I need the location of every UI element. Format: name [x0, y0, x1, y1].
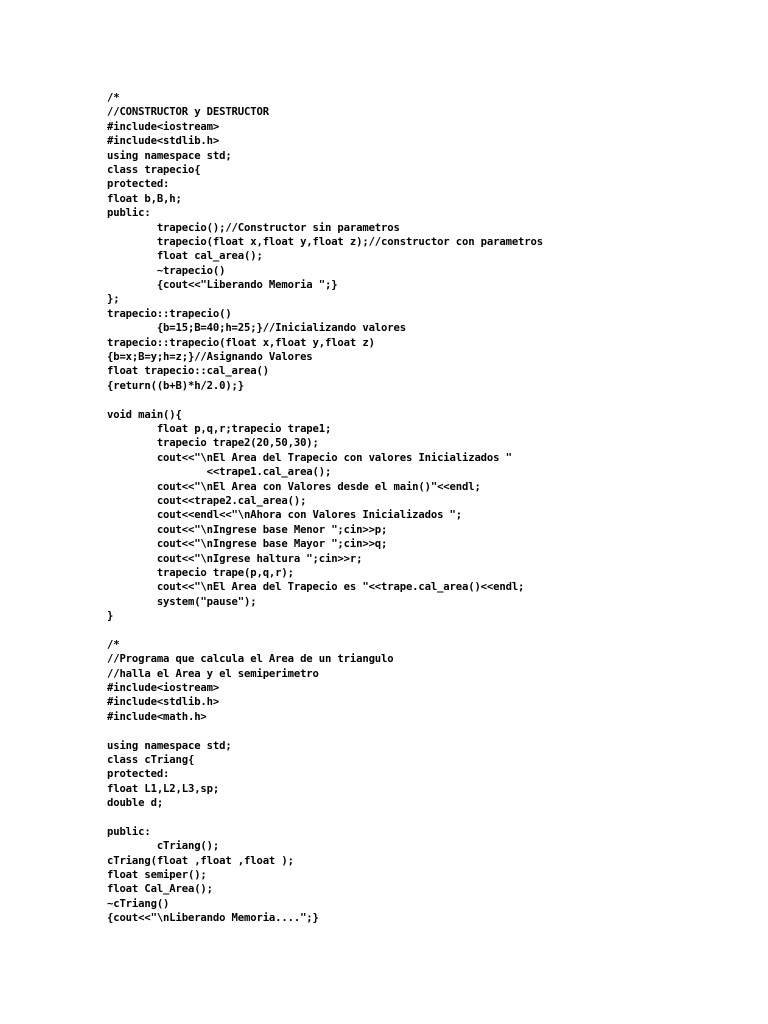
- code-line: //Programa que calcula el Area de un triangulo: [107, 653, 394, 666]
- code-line: #include<math.h>: [107, 710, 207, 723]
- code-line: trapecio();//Constructor sin parametros: [107, 221, 400, 234]
- code-line: #include<iostream>: [107, 120, 220, 133]
- code-line: public:: [107, 825, 151, 838]
- code-line: cout<<"\nIngrese base Mayor ";cin>>q;: [107, 538, 388, 551]
- code-line: trapecio::trapecio(float x,float y,float z): [107, 336, 375, 349]
- code-block-ctriang-public: [107, 825, 747, 926]
- code-line: cout<<"\nIngrese base Menor ";cin>>p;: [107, 523, 388, 536]
- code-line: //halla el Area y el semiperimetro: [107, 667, 319, 680]
- code-line: class trapecio{: [107, 163, 201, 176]
- code-line: trapecio(float x,float y,float z);//constructor con parametros: [107, 235, 543, 248]
- blank-line: [107, 811, 747, 825]
- code-line: using namespace std;: [107, 149, 232, 162]
- code-line: //CONSTRUCTOR y DESTRUCTOR: [107, 106, 269, 119]
- code-line: cout<<"\nEl Area con Valores desde el main()"<<endl;: [107, 480, 481, 493]
- code-line: trapecio trape2(20,50,30);: [107, 437, 319, 450]
- code-line: double d;: [107, 797, 164, 810]
- code-line: {b=x;B=y;h=z;}//Asignando Valores: [107, 351, 313, 364]
- code-line: cout<<endl<<"\nAhora con Valores Inicializados ";: [107, 509, 462, 522]
- code-line: float Cal_Area();: [107, 883, 213, 896]
- code-line: trapecio trape(p,q,r);: [107, 566, 294, 579]
- code-line: trapecio::trapecio(): [107, 307, 232, 320]
- code-line: cout<<"\nEl Area del Trapecio es "<<trape.cal_area()<<endl;: [107, 581, 525, 594]
- code-line: };: [107, 293, 120, 306]
- code-line: #include<iostream>: [107, 682, 220, 695]
- code-line: ~cTriang(): [107, 897, 170, 910]
- blank-line: [107, 393, 747, 407]
- code-line: float L1,L2,L3,sp;: [107, 782, 220, 795]
- code-line: cTriang();: [107, 840, 220, 853]
- code-line: #include<stdlib.h>: [107, 696, 220, 709]
- code-line: #include<stdlib.h>: [107, 135, 220, 148]
- code-line: /*: [107, 92, 120, 104]
- code-line: void main(){: [107, 408, 182, 421]
- code-line: cout<<"\nIgrese haltura ";cin>>r;: [107, 552, 363, 565]
- code-line: float b,B,h;: [107, 192, 182, 205]
- code-line: cTriang(float ,float ,float );: [107, 854, 294, 867]
- blank-line: [107, 623, 747, 637]
- code-line: ~trapecio(): [107, 264, 226, 277]
- code-line: {cout<<"\nLiberando Memoria....";}: [107, 912, 319, 925]
- code-line: public:: [107, 207, 151, 220]
- code-line: cout<<trape2.cal_area();: [107, 494, 307, 507]
- code-line: system("pause");: [107, 595, 257, 608]
- code-block-triangle-header: [107, 638, 747, 724]
- code-line: protected:: [107, 768, 170, 781]
- code-block-ctriang-class: [107, 739, 747, 811]
- code-line: float cal_area();: [107, 250, 263, 263]
- code-line: <<trape1.cal_area();: [107, 466, 332, 479]
- code-line: class cTriang{: [107, 753, 195, 766]
- code-document: [107, 91, 747, 926]
- code-line: /*: [107, 638, 120, 651]
- code-line: float p,q,r;trapecio trape1;: [107, 422, 332, 435]
- code-line: float semiper();: [107, 869, 207, 882]
- code-block-trapecio-class: [107, 91, 747, 393]
- code-line: float trapecio::cal_area(): [107, 365, 269, 378]
- code-line: using namespace std;: [107, 739, 232, 752]
- code-line: {b=15;B=40;h=25;}//Inicializando valores: [107, 322, 406, 335]
- code-line: {cout<<"Liberando Memoria ";}: [107, 279, 338, 292]
- code-line: }: [107, 610, 114, 623]
- code-line: protected:: [107, 178, 170, 191]
- code-block-main-function: [107, 408, 747, 624]
- code-line: cout<<"\nEl Area del Trapecio con valores Inicializados ": [107, 451, 512, 464]
- code-line: {return((b+B)*h/2.0);}: [107, 379, 245, 392]
- blank-line: [107, 724, 747, 738]
